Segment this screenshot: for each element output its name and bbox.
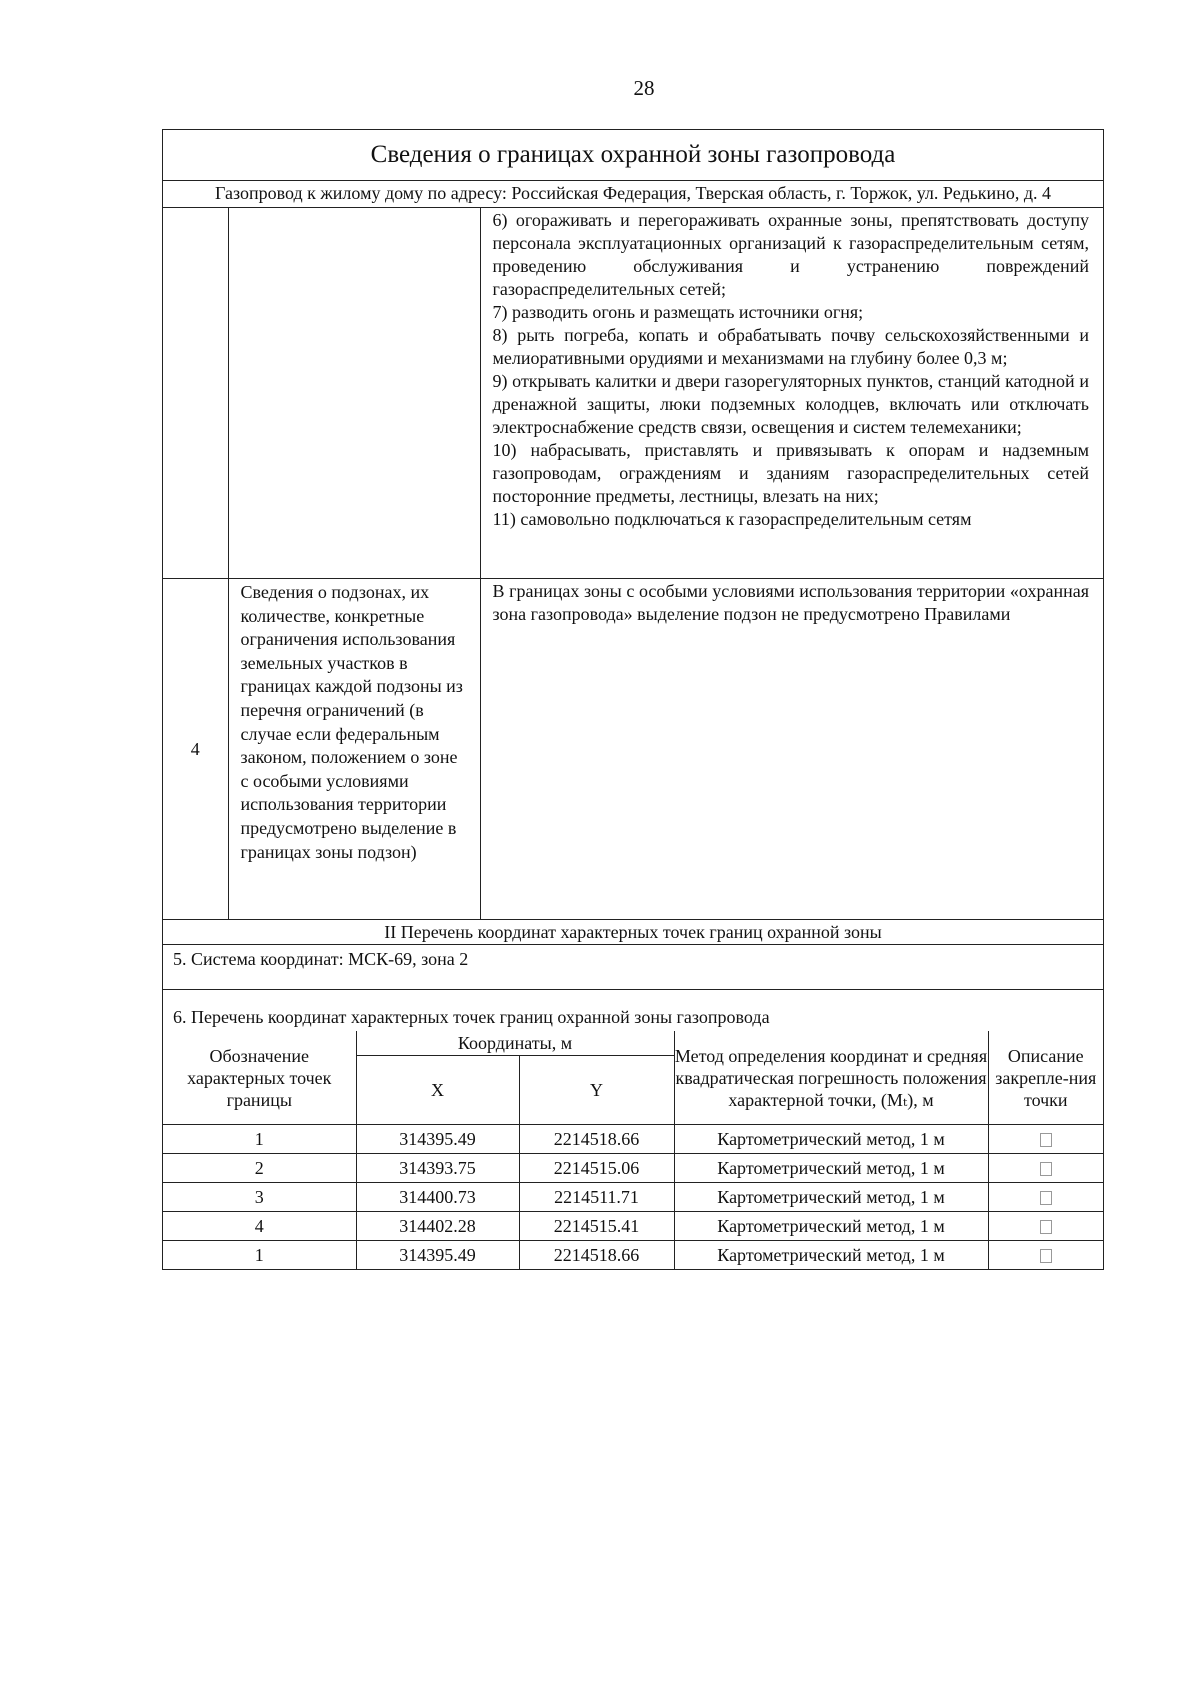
description-value bbox=[988, 1183, 1103, 1212]
x-value: 314393.75 bbox=[356, 1154, 519, 1183]
restriction-item: 10) набрасывать, приставлять и привязывать к опорам и надземным газопроводам, ограждениям и зданиям газораспределительных сетей посторонние предметы, лестницы, влезать на них; bbox=[492, 440, 1089, 506]
row-label-empty bbox=[228, 208, 480, 579]
restriction-item: 7) разводить огонь и размещать источники огня; bbox=[492, 302, 864, 322]
row-number: 4 bbox=[163, 579, 228, 920]
method-value: Картометрический метод, 1 м bbox=[674, 1183, 988, 1212]
point-id: 1 bbox=[163, 1241, 356, 1270]
y-value: 2214511.71 bbox=[519, 1183, 674, 1212]
coordinate-system: 5. Система координат: МСК-69, зона 2 bbox=[163, 945, 1103, 990]
subzones-label: Сведения о подзонах, их количестве, конкретные ограничения использования земельных участков в границах каждой подзоны из перечня ограничений (в случае если федеральным законом, положением о зоне с особыми условиями использования территории предусмотрено выделение в границах зоны подзон) bbox=[228, 579, 480, 920]
zone-info-table bbox=[162, 129, 1104, 1270]
document-title: Сведения о границах охранной зоны газопровода bbox=[163, 130, 1103, 181]
y-value: 2214518.66 bbox=[519, 1241, 674, 1270]
x-value: 314395.49 bbox=[356, 1241, 519, 1270]
restriction-item: 11) самовольно подключаться к газораспределительным сетям bbox=[492, 509, 972, 529]
y-value: 2214518.66 bbox=[519, 1125, 674, 1154]
y-value: 2214515.41 bbox=[519, 1212, 674, 1241]
description-value bbox=[988, 1241, 1103, 1270]
table-row bbox=[163, 1212, 1103, 1241]
table-row bbox=[163, 1154, 1103, 1183]
pipeline-address: Газопровод к жилому дому по адресу: Российская Федерация, Тверская область, г. Торжок, ул. Редькино, д. 4 bbox=[163, 181, 1103, 208]
method-value: Картометрический метод, 1 м bbox=[674, 1212, 988, 1241]
description-value bbox=[988, 1212, 1103, 1241]
restriction-item: 8) рыть погреба, копать и обрабатывать почву сельскохозяйственными и мелиоративными орудиями и механизмами на глубину более 0,3 м; bbox=[492, 325, 1089, 368]
method-value: Картометрический метод, 1 м bbox=[674, 1241, 988, 1270]
y-value: 2214515.06 bbox=[519, 1154, 674, 1183]
table-row bbox=[163, 1241, 1103, 1270]
row-number-empty bbox=[163, 208, 228, 579]
y-header: Y bbox=[519, 1056, 674, 1125]
restrictions-list bbox=[480, 208, 1103, 579]
description-header: Описание закрепле-ния точки bbox=[988, 1031, 1103, 1125]
point-id: 1 bbox=[163, 1125, 356, 1154]
subzones-text: В границах зоны с особыми условиями использования территории «охранная зона газопровода» выделение подзон не предусмотрено Правилами bbox=[480, 579, 1103, 920]
empty-box-icon bbox=[1040, 1249, 1052, 1263]
page-number: 28 bbox=[633, 76, 655, 100]
description-value bbox=[988, 1154, 1103, 1183]
point-header: Обозначение характерных точек границы bbox=[163, 1031, 356, 1125]
x-value: 314395.49 bbox=[356, 1125, 519, 1154]
main-table bbox=[163, 130, 1103, 1031]
coords-header: Координаты, м bbox=[356, 1031, 674, 1056]
point-id: 4 bbox=[163, 1212, 356, 1241]
empty-box-icon bbox=[1040, 1133, 1052, 1147]
point-id: 3 bbox=[163, 1183, 356, 1212]
section-heading: II Перечень координат характерных точек границ охранной зоны bbox=[163, 920, 1103, 945]
restriction-item: 9) открывать калитки и двери газорегуляторных пунктов, станций катодной и дренажной защиты, люки подземных колодцев, включать или отключать электроснабжение средств связи, освещения и систем телемеханики; bbox=[492, 371, 1089, 437]
empty-box-icon bbox=[1040, 1191, 1052, 1205]
point-id: 2 bbox=[163, 1154, 356, 1183]
method-value: Картометрический метод, 1 м bbox=[674, 1154, 988, 1183]
coordinate-list-title: 6. Перечень координат характерных точек границ охранной зоны газопровода bbox=[163, 990, 1103, 1032]
restriction-item: 6) огораживать и перегораживать охранные зоны, препятствовать доступу персонала эксплуатационных организаций к газораспределительным сетям, проведению обслуживания и устранению повреждений газораспределительных сетей; bbox=[492, 210, 1089, 299]
x-value: 314402.28 bbox=[356, 1212, 519, 1241]
method-value: Картометрический метод, 1 м bbox=[674, 1125, 988, 1154]
table-row bbox=[163, 1125, 1103, 1154]
coordinates-table bbox=[163, 1031, 1103, 1269]
empty-box-icon bbox=[1040, 1220, 1052, 1234]
description-value bbox=[988, 1125, 1103, 1154]
empty-box-icon bbox=[1040, 1162, 1052, 1176]
table-row bbox=[163, 1183, 1103, 1212]
method-header: Метод определения координат и средняя квадратическая погрешность положения характерной точки, (Mₜ), м bbox=[674, 1031, 988, 1125]
x-header: X bbox=[356, 1056, 519, 1125]
x-value: 314400.73 bbox=[356, 1183, 519, 1212]
